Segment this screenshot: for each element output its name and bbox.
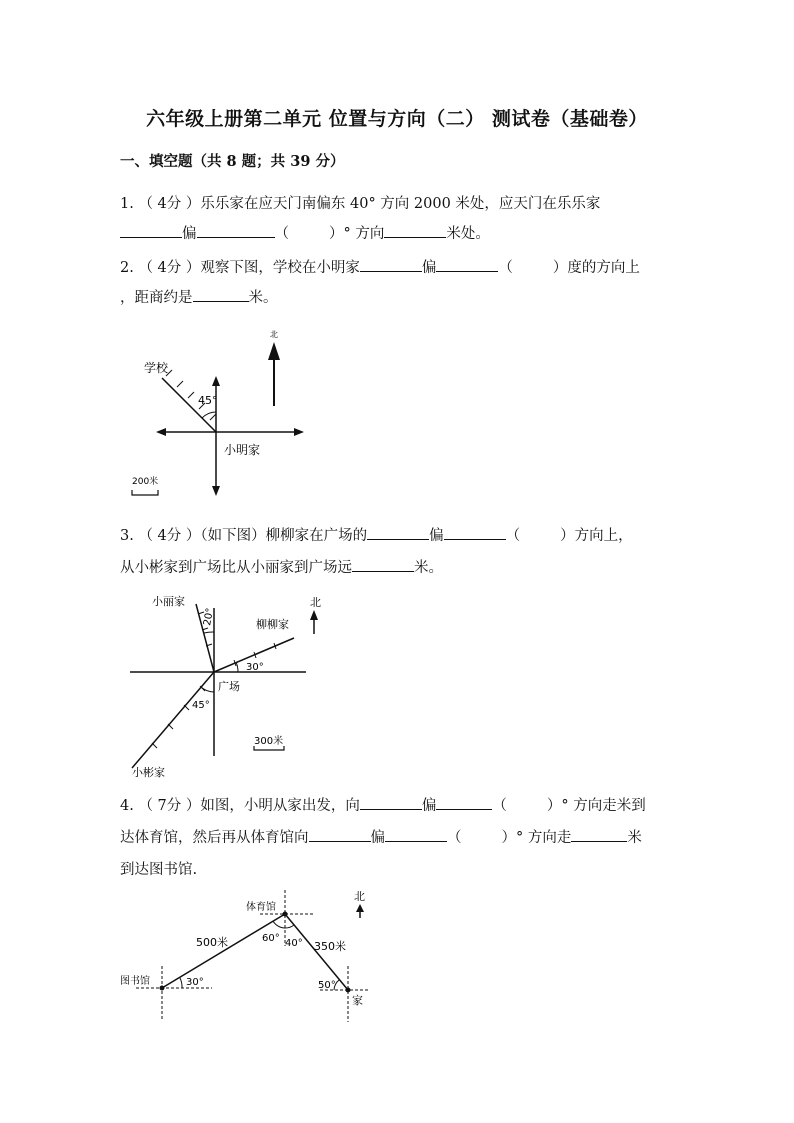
q2-figure: [120, 322, 320, 502]
q1-text: 偏: [182, 226, 197, 242]
angle45-label: 45°: [192, 700, 210, 711]
q4-line-1: [120, 794, 646, 815]
q3-text: 偏: [429, 528, 444, 544]
q4-text: （: [447, 830, 462, 846]
q3-text: 从小彬家到广场比从小丽家到广场远: [120, 560, 352, 576]
q2-text: ）度的方向上: [552, 260, 640, 276]
q3-line-1: [120, 524, 633, 545]
q4-text: 达体育馆，然后再从体育馆向: [120, 830, 309, 846]
angle40-label: 40°: [285, 938, 303, 949]
q3-line-2: [120, 556, 443, 577]
q4-text: 4. （ 7分 ）如图，小明从家出发，向: [120, 798, 360, 814]
square-label: 广场: [218, 680, 240, 693]
scale-label: 300米: [254, 736, 284, 747]
answer-blank[interactable]: [360, 795, 422, 810]
q4-text: （: [492, 798, 507, 814]
angle60-label: 60°: [262, 933, 280, 944]
q4-text: 米: [627, 830, 642, 846]
library-point: [160, 986, 165, 991]
q3-text: 米。: [414, 560, 443, 576]
q1-text: 米处。: [446, 226, 490, 242]
answer-blank[interactable]: [197, 223, 275, 238]
north-label: 北: [354, 890, 365, 903]
q2-text: （: [498, 260, 513, 276]
north-label: 北: [310, 596, 321, 609]
q3-text: （: [505, 528, 521, 544]
angle-label: 45°: [198, 394, 218, 407]
home-point: [346, 988, 351, 993]
answer-blank[interactable]: [309, 827, 371, 842]
q2-text: 米。: [248, 290, 278, 306]
gym-library-path: [162, 914, 285, 988]
xiaobin-label: 小彬家: [132, 766, 165, 779]
xiaoli-label: 小丽家: [152, 595, 185, 608]
distance-500-label: 500米: [196, 936, 228, 949]
q4-text: 偏: [421, 798, 437, 814]
liuliu-label: 柳柳家: [256, 618, 289, 631]
school-label: 学校: [144, 361, 169, 375]
answer-blank[interactable]: [360, 257, 422, 272]
angle30-label: 30°: [186, 977, 204, 988]
q2-line-2: [120, 286, 278, 307]
q3-text: 3. （ 4分 ）（如下图）柳柳家在广场的: [120, 528, 368, 544]
q4-line-2: [120, 826, 642, 847]
q2-text: 偏: [421, 260, 437, 276]
angle30-label: 30°: [246, 662, 264, 673]
section-heading: 一、填空题（共 8 题；共 39 分）: [120, 153, 345, 170]
library-label: 图书馆: [120, 976, 150, 987]
page-title: 六年级上册第二单元 位置与方向（二） 测试卷（基础卷）: [146, 108, 648, 130]
q2-text: 2. （ 4分 ）观察下图，学校在小明家: [120, 260, 360, 276]
home-label: 小明家: [224, 443, 261, 457]
scale-label: 200米: [132, 477, 159, 487]
answer-blank[interactable]: [384, 223, 446, 238]
q1-text: （: [274, 226, 289, 242]
answer-blank[interactable]: [193, 287, 249, 302]
angle20-label: 20°: [202, 607, 217, 627]
scale-bar: [132, 490, 158, 495]
north-label: 北: [270, 330, 278, 339]
home-label: 家: [352, 994, 363, 1007]
answer-blank[interactable]: [352, 557, 414, 572]
distance-350-label: 350米: [314, 940, 346, 953]
q1-text: ）° 方向: [329, 226, 385, 242]
answer-blank[interactable]: [367, 525, 429, 540]
north-arrowhead: [268, 342, 280, 360]
q1-line-2: [120, 222, 490, 243]
answer-blank[interactable]: [120, 223, 182, 238]
answer-blank[interactable]: [385, 827, 447, 842]
q4-line-3: 到达图书馆.: [120, 862, 198, 878]
angle50-label: 50°: [318, 980, 336, 991]
xiaobin-line: [132, 672, 214, 768]
answer-blank[interactable]: [436, 795, 492, 810]
q4-text: ）° 方向走米到: [546, 798, 646, 814]
answer-blank[interactable]: [444, 525, 506, 540]
answer-blank[interactable]: [436, 257, 498, 272]
q4-figure: [118, 884, 388, 1026]
q2-text: ，距商约是: [120, 290, 193, 306]
q1-line-1: 1. （ 4分 ）乐乐家在应天门南偏东 40° 方向 2000 米处，应天门在乐乐家: [120, 196, 601, 212]
q3-figure: [120, 588, 340, 784]
answer-blank[interactable]: [571, 827, 627, 842]
q3-text: ）方向上，: [560, 528, 633, 544]
q4-text: 偏: [370, 830, 385, 846]
gym-label: 体育馆: [246, 902, 276, 913]
q2-line-1: [120, 256, 640, 277]
q4-text: ）° 方向走: [501, 830, 572, 846]
